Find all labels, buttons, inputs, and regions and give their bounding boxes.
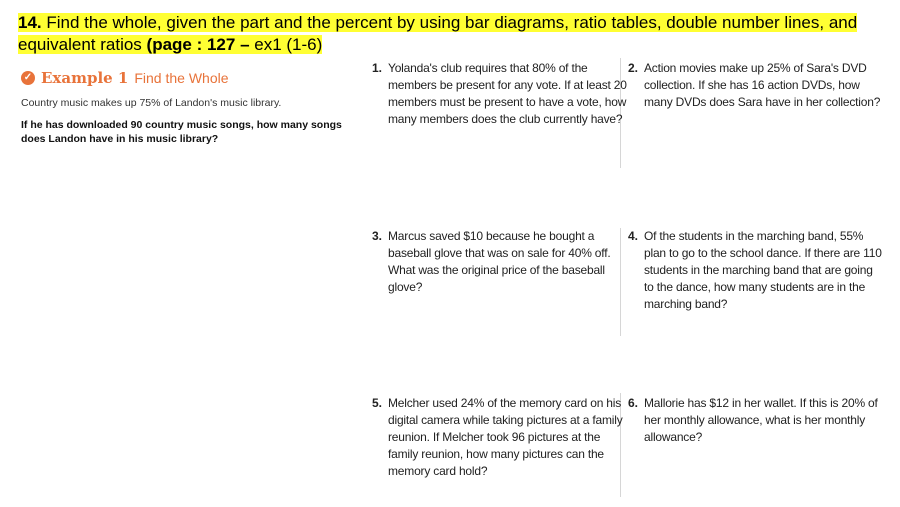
problem-text: Yolanda's club requires that 80% of the members be present for any vote. If at least 20 members must be present to have a vote, how many members does the club currently have? [388,61,627,126]
example-badge-icon: ✓ [21,71,35,85]
problem-2 [628,60,884,111]
example-question: If he has downloaded 90 country music songs, how many songs does Landon have in his music library? [21,119,342,145]
heading-number: 14. [18,13,42,32]
problem-number: 1. [372,61,383,75]
problem-text: Action movies make up 25% of Sara's DVD collection. If she has 16 action DVDs, how many DVDs does Sara have in her collection? [644,61,881,109]
example-title [21,68,351,88]
problem-3 [372,228,628,296]
example-subtitle: Find the Whole [134,70,229,86]
problem-6 [628,395,884,446]
problem-number: 5. [372,396,383,410]
problem-1 [372,60,628,128]
heading-tail: ex1 (1-6) [249,35,323,54]
worksheet-heading [18,12,878,56]
problem-number: 4. [628,229,639,243]
problem-number: 2. [628,61,639,75]
problem-number: 3. [372,229,383,243]
problem-5 [372,395,628,480]
problem-text: Of the students in the marching band, 55% plan to go to the school dance. If there are 110 students in the marching band that are going to the dance, how many students are in the marching band? [644,229,882,311]
example-label: Example 1 [41,69,129,87]
problem-text: Marcus saved $10 because he bought a baseball glove that was on sale for 40% off. What was the original price of the baseball glove? [388,229,611,294]
heading-text: Find the whole, given the part and the percent by using bar diagrams, ratio tables, double number lines, and equivalent ratios [18,13,858,54]
example-panel [21,68,351,146]
problem-text: Mallorie has $12 in her wallet. If this is 20% of her monthly allowance, what is her monthly allowance? [644,396,878,444]
problem-text: Melcher used 24% of the memory card on his digital camera while taking pictures at a family reunion. If Melcher took 96 pictures at the family reunion, how many pictures can the memory card hold? [388,396,623,478]
heading-page-ref: (page : 127 – [146,35,250,54]
example-context: Country music makes up 75% of Landon's music library. [21,97,282,109]
problem-number: 6. [628,396,639,410]
problem-4 [628,228,884,313]
